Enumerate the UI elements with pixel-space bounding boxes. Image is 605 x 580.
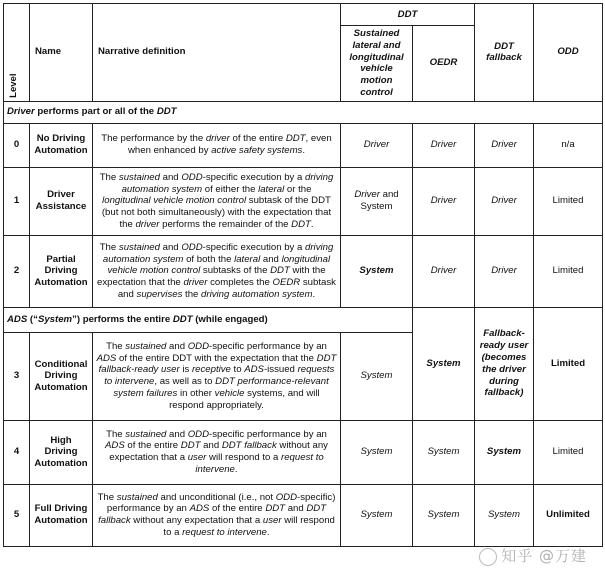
- level-number: 1: [4, 167, 30, 235]
- odd-value: Limited: [534, 420, 603, 484]
- sustained-control-column-header: Sustained lateral and longitudinal vehicle motion control: [341, 26, 413, 102]
- level-number: 2: [4, 235, 30, 307]
- oedr-value: Driver: [413, 235, 475, 307]
- section-ads-heading: ADS (“System”) performs the entire DDT (while engaged): [4, 307, 413, 332]
- watermark: [479, 545, 587, 566]
- sustained-control-value: System: [341, 332, 413, 420]
- level-definition: The sustained and ODD-specific execution by a driving automation system of both the lateral and longitudinal vehicle motion control subtasks of the DDT with the expectation that the driver completes the OEDR subtask and supervises the driving automation system.: [93, 235, 341, 307]
- ddt-fallback-column-header: DDT fallback: [475, 4, 534, 102]
- level-definition: The sustained and ODD-specific performance by an ADS of the entire DDT with the expectation that the DDT fallback-ready user is receptive to ADS-issued requests to intervene, as well as to DDT performance-relevant system failures in other vehicle systems, and will respond appropriately.: [93, 332, 341, 420]
- sustained-control-value: Driver: [341, 123, 413, 167]
- level-name: Driver Assistance: [30, 167, 93, 235]
- table-row: [4, 235, 603, 307]
- oedr-value: System: [413, 307, 475, 420]
- level-definition: The sustained and ODD-specific performance by an ADS of the entire DDT and DDT fallback without any expectation that a user will respond to a request to intervene.: [93, 420, 341, 484]
- level-number: 5: [4, 484, 30, 546]
- odd-value: Limited: [534, 167, 603, 235]
- oedr-value: System: [413, 484, 475, 546]
- level-definition: The performance by the driver of the entire DDT, even when enhanced by active safety systems.: [93, 123, 341, 167]
- odd-column-header: ODD: [534, 4, 603, 102]
- level-name: Partial Driving Automation: [30, 235, 93, 307]
- sustained-control-value: Driver and System: [341, 167, 413, 235]
- level-number: 0: [4, 123, 30, 167]
- oedr-column-header: OEDR: [413, 26, 475, 102]
- level-name: Full Driving Automation: [30, 484, 93, 546]
- level-number: 3: [4, 332, 30, 420]
- fallback-value: System: [475, 420, 534, 484]
- zhihu-logo-icon: [479, 548, 497, 566]
- odd-value: Limited: [534, 307, 603, 420]
- name-column-header: Name: [30, 4, 93, 102]
- odd-value: Limited: [534, 235, 603, 307]
- oedr-value: Driver: [413, 167, 475, 235]
- odd-value: n/a: [534, 123, 603, 167]
- sustained-control-value: System: [341, 420, 413, 484]
- fallback-value: Driver: [475, 167, 534, 235]
- table-row: [4, 167, 603, 235]
- sustained-control-value: System: [341, 235, 413, 307]
- fallback-value: Driver: [475, 123, 534, 167]
- table-row: [4, 123, 603, 167]
- narrative-column-header: Narrative definition: [93, 4, 341, 102]
- level-name: Conditional Driving Automation: [30, 332, 93, 420]
- level-name: High Driving Automation: [30, 420, 93, 484]
- oedr-value: Driver: [413, 123, 475, 167]
- level-definition: The sustained and ODD-specific execution by a driving automation system of either the lateral or the longitudinal vehicle motion control subtask of the DDT (but not both simultaneously) with the expectation that the driver performs the remainder of the DDT.: [93, 167, 341, 235]
- odd-value: Unlimited: [534, 484, 603, 546]
- level-definition: The sustained and unconditional (i.e., not ODD-specific) performance by an ADS of the entire DDT and DDT fallback without any expectation that a user will respond to a request to intervene.: [93, 484, 341, 546]
- sae-levels-table: [3, 3, 603, 547]
- watermark-text: 知乎 @万建: [501, 547, 587, 565]
- level-name: No Driving Automation: [30, 123, 93, 167]
- section-driver-performs: [4, 101, 603, 123]
- level-number: 4: [4, 420, 30, 484]
- table-row: [4, 484, 603, 546]
- ddt-group-header: DDT: [341, 4, 475, 26]
- level-column-header: Level: [4, 4, 30, 102]
- fallback-value: Driver: [475, 235, 534, 307]
- sustained-control-value: System: [341, 484, 413, 546]
- table-row: [4, 420, 603, 484]
- fallback-value: System: [475, 484, 534, 546]
- section-driver-heading: Driver performs part or all of the DDT: [4, 101, 603, 123]
- oedr-value: System: [413, 420, 475, 484]
- fallback-value: Fallback-ready user (becomes the driver during fallback): [475, 307, 534, 420]
- section-ads-performs: [4, 307, 603, 332]
